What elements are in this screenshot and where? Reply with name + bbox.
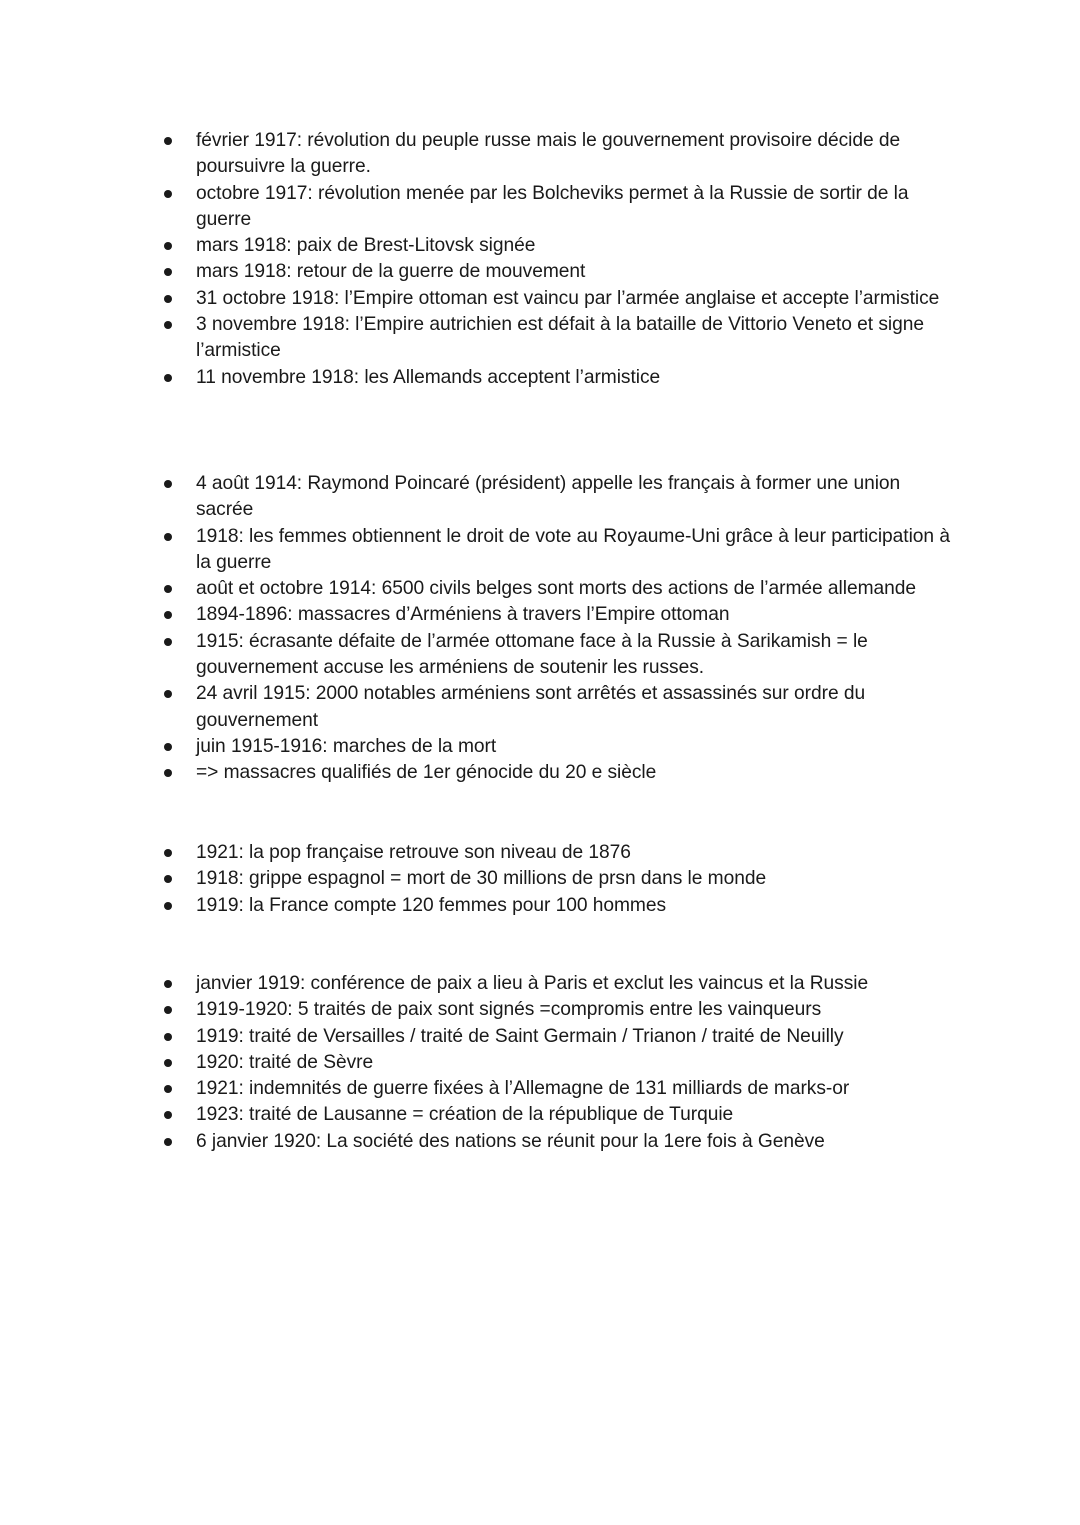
bullet-icon — [164, 268, 172, 276]
bullet-icon — [164, 321, 172, 329]
list-item-text: 3 novembre 1918: l’Empire autrichien est défait à la bataille de Vittorio Veneto et signe l’armistice — [196, 314, 924, 362]
bullet-list — [0, 471, 1080, 787]
bullet-icon — [164, 769, 172, 777]
list-item — [0, 1102, 1080, 1128]
list-item — [0, 629, 1080, 682]
bullet-icon — [164, 611, 172, 619]
bullet-icon — [164, 902, 172, 910]
list-item-text: 6 janvier 1920: La société des nations se réunit pour la 1ere fois à Genève — [196, 1130, 825, 1152]
section-war-end-1917-1918 — [0, 128, 1080, 391]
list-item-text: juin 1915-1916: marches de la mort — [196, 735, 497, 757]
bullet-icon — [164, 980, 172, 988]
list-item — [0, 233, 1080, 259]
bullet-icon — [164, 295, 172, 303]
list-item-text: 11 novembre 1918: les Allemands acceptent l’armistice — [196, 366, 661, 388]
bullet-icon — [164, 1085, 172, 1093]
list-item-text: février 1917: révolution du peuple russe mais le gouvernement provisoire décide de poursuivre la guerre. — [196, 130, 901, 178]
list-item-text: octobre 1917: révolution menée par les Bolcheviks permet à la Russie de sortir de la guerre — [196, 182, 909, 230]
bullet-icon — [164, 374, 172, 382]
list-item-text: 31 octobre 1918: l’Empire ottoman est vaincu par l’armée anglaise et accepte l’armistice — [196, 287, 940, 309]
list-item-text: 1919: traité de Versailles / traité de Saint Germain / Trianon / traité de Neuilly — [196, 1025, 844, 1047]
list-item — [0, 1129, 1080, 1155]
section-civilians-genocide — [0, 471, 1080, 787]
list-item — [0, 524, 1080, 577]
bullet-icon — [164, 1006, 172, 1014]
list-item-text: => massacres qualifiés de 1er génocide du 20 e siècle — [196, 762, 657, 784]
bullet-icon — [164, 1059, 172, 1067]
list-item — [0, 471, 1080, 524]
list-item-text: août et octobre 1914: 6500 civils belges sont morts des actions de l’armée allemande — [196, 578, 917, 600]
list-item-text: 1918: les femmes obtiennent le droit de vote au Royaume-Uni grâce à leur participation à la guerre — [196, 525, 950, 573]
bullet-icon — [164, 480, 172, 488]
bullet-icon — [164, 638, 172, 646]
bullet-list — [0, 128, 1080, 391]
bullet-icon — [164, 137, 172, 145]
list-item-text: 1919-1920: 5 traités de paix sont signés =compromis entre les vainqueurs — [196, 999, 822, 1021]
list-item — [0, 365, 1080, 391]
bullet-icon — [164, 849, 172, 857]
list-item — [0, 734, 1080, 760]
list-item — [0, 971, 1080, 997]
bullet-icon — [164, 743, 172, 751]
bullet-icon — [164, 190, 172, 198]
list-item — [0, 1050, 1080, 1076]
list-item — [0, 576, 1080, 602]
list-item — [0, 286, 1080, 312]
list-item-text: 1918: grippe espagnol = mort de 30 millions de prsn dans le monde — [196, 868, 767, 890]
bullet-icon — [164, 585, 172, 593]
list-item-text: 4 août 1914: Raymond Poincaré (président) appelle les français à former une union sacrée — [196, 473, 901, 521]
bullet-icon — [164, 1111, 172, 1119]
list-item — [0, 312, 1080, 365]
list-item — [0, 259, 1080, 285]
list-item-text: 1920: traité de Sèvre — [196, 1051, 374, 1073]
list-item-text: mars 1918: retour de la guerre de mouvement — [196, 261, 586, 283]
bullet-list — [0, 971, 1080, 1155]
bullet-list — [0, 840, 1080, 919]
bullet-icon — [164, 1138, 172, 1146]
list-item — [0, 602, 1080, 628]
list-item-text: 1921: la pop française retrouve son niveau de 1876 — [196, 842, 631, 863]
list-item-text: 1923: traité de Lausanne = création de la république de Turquie — [196, 1104, 734, 1126]
bullet-icon — [164, 875, 172, 883]
list-item-text: mars 1918: paix de Brest-Litovsk signée — [196, 235, 536, 257]
bullet-icon — [164, 242, 172, 250]
list-item — [0, 840, 1080, 866]
section-demography — [0, 840, 1080, 919]
list-item-text: 1919: la France compte 120 femmes pour 100 hommes — [196, 894, 667, 916]
list-item — [0, 181, 1080, 234]
list-item — [0, 128, 1080, 181]
bullet-icon — [164, 1033, 172, 1041]
list-item — [0, 866, 1080, 892]
list-item-text: 1915: écrasante défaite de l’armée ottomane face à la Russie à Sarikamish = le gouvernement accuse les arméniens de soutenir les russes. — [196, 630, 868, 679]
list-item — [0, 893, 1080, 919]
list-item-text: 24 avril 1915: 2000 notables arméniens sont arrêtés et assassinés sur ordre du gouvernement — [196, 683, 866, 731]
section-peace-treaties — [0, 971, 1080, 1155]
list-item-text: janvier 1919: conférence de paix a lieu à Paris et exclut les vaincus et la Russie — [196, 973, 869, 994]
bullet-icon — [164, 533, 172, 541]
list-item-text: 1921: indemnités de guerre fixées à l’Allemagne de 131 milliards de marks-or — [196, 1078, 850, 1100]
list-item — [0, 681, 1080, 734]
list-item — [0, 997, 1080, 1023]
list-item — [0, 760, 1080, 786]
bullet-icon — [164, 690, 172, 698]
list-item — [0, 1024, 1080, 1050]
list-item — [0, 1076, 1080, 1102]
list-item-text: 1894-1896: massacres d’Arméniens à travers l’Empire ottoman — [196, 604, 730, 626]
